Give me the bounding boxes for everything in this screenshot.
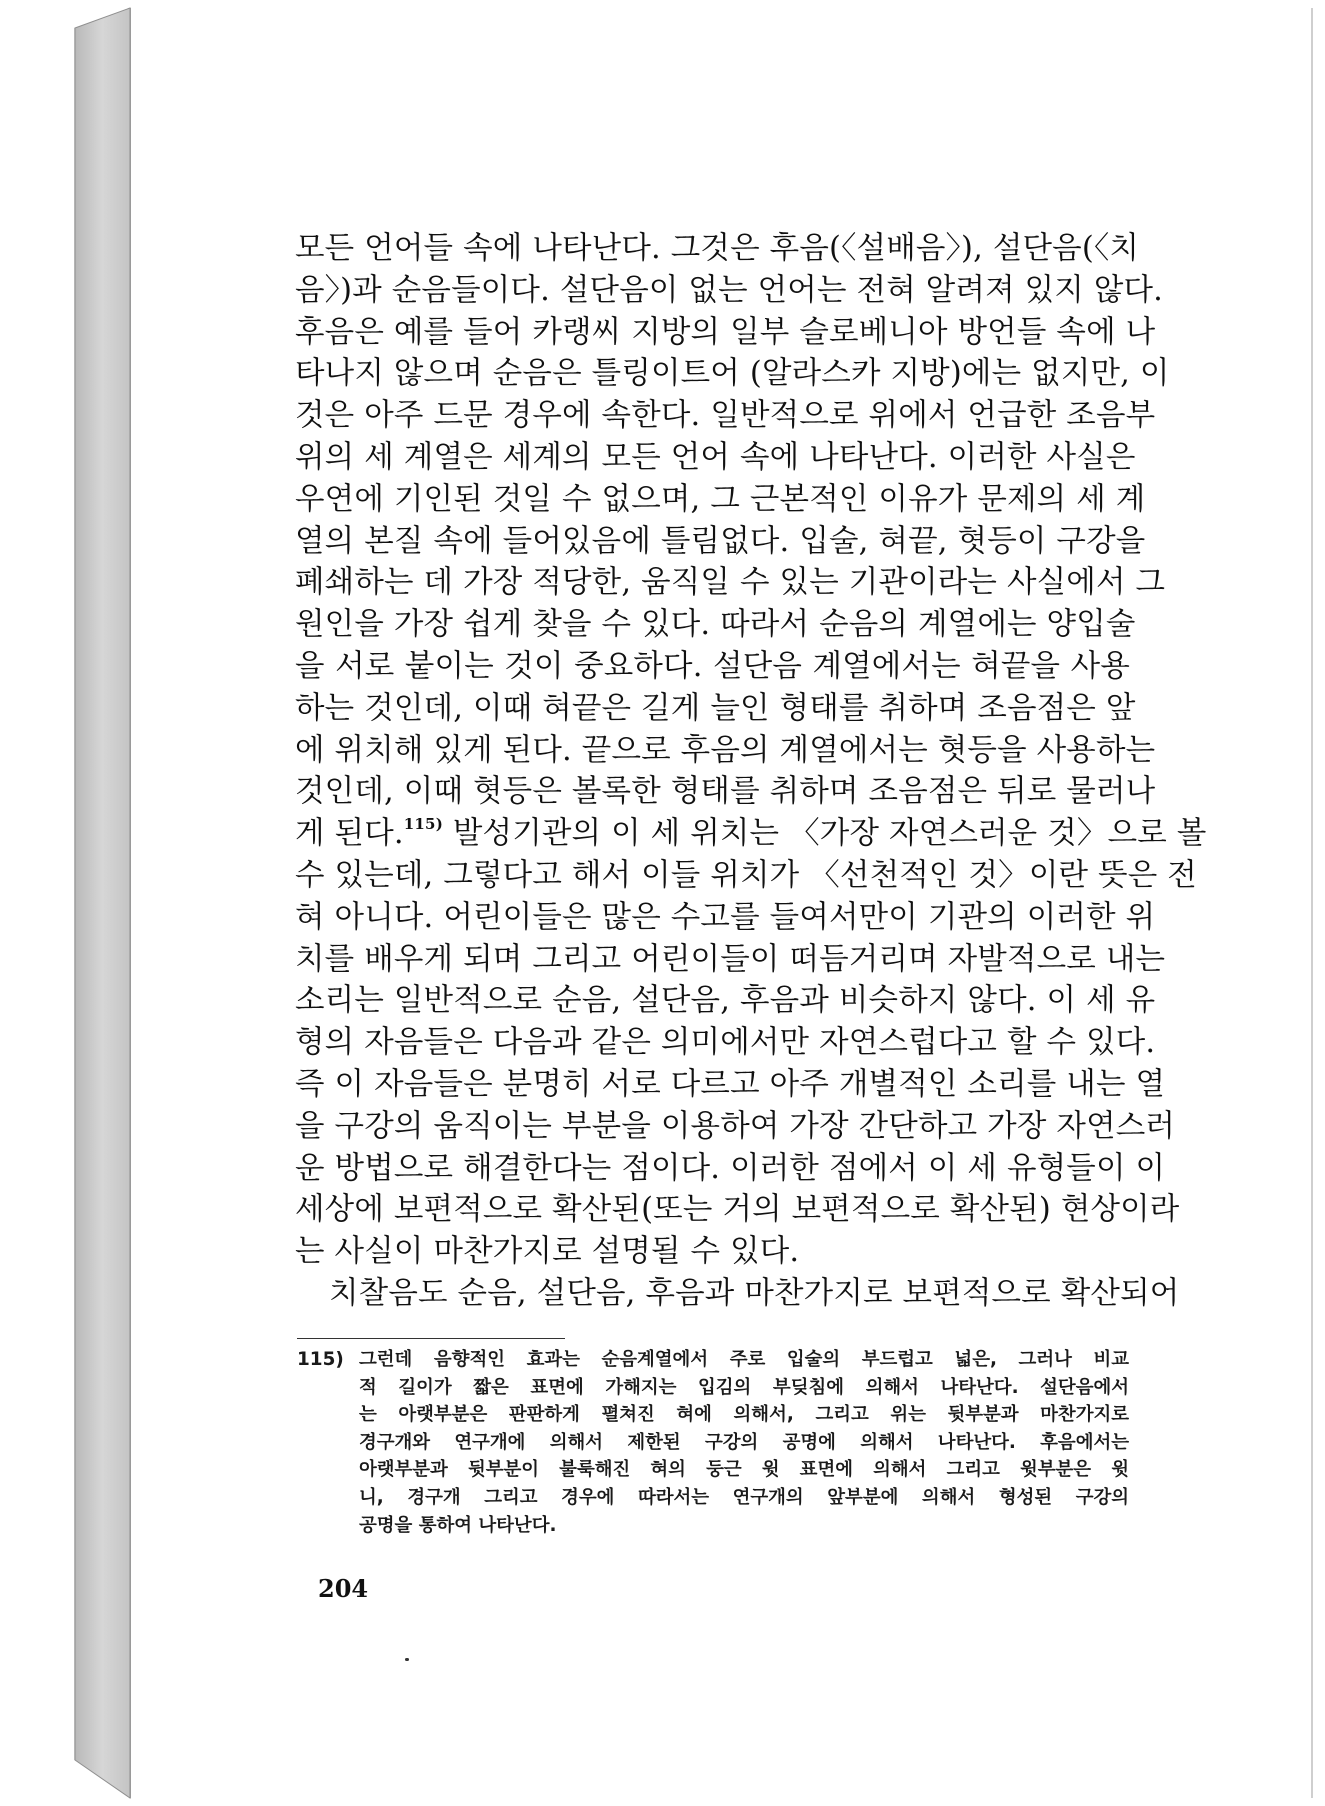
footnote <box>297 1346 1129 1539</box>
text-line: 을 서로 붙이는 것이 중요하다. 설단음 계열에서는 혀끝을 사용 <box>295 648 1130 684</box>
footnote-line: 적 길이가 짧은 표면에 가해지는 입김의 부딪침에 의해서 나타난다. 설단음에서 <box>359 1376 1129 1398</box>
paragraph-first-line: 치찰음도 순음, 설단음, 후음과 마찬가지로 보편적으로 확산되어 <box>329 1275 1180 1311</box>
footnote-line: 아랫부분과 뒷부분이 불룩해진 혀의 둥근 윗 표면에 의해서 그리고 윗부분은 윗 <box>359 1459 1129 1481</box>
text-line: 을 구강의 움직이는 부분을 이용하여 가장 간단하고 가장 자연스러 <box>295 1108 1176 1144</box>
footnote-divider <box>297 1338 565 1339</box>
text-line: 것은 아주 드문 경우에 속한다. 일반적으로 위에서 언급한 조음부 <box>295 398 1156 434</box>
text-fragment: 게 된다. <box>295 816 404 852</box>
text-line: 원인을 가장 쉽게 찾을 수 있다. 따라서 순음의 계열에는 양입술 <box>295 607 1136 643</box>
text-line: 세상에 보편적으로 확산된(또는 거의 보편적으로 확산된) 현상이라 <box>295 1192 1180 1228</box>
text-line: 열의 본질 속에 들어있음에 틀림없다. 입술, 혀끝, 혓등이 구강을 <box>295 523 1146 559</box>
text-line: 타나지 않으며 순음은 틀링이트어 (알라스카 지방)에는 없지만, 이 <box>295 356 1170 392</box>
text-line: 수 있는데, 그렇다고 해서 이들 위치가 〈선천적인 것〉이란 뜻은 전 <box>295 857 1197 893</box>
text-line: 소리는 일반적으로 순음, 설단음, 후음과 비슷하지 않다. 이 세 유 <box>295 983 1156 1019</box>
footnote-line: 는 아랫부분은 판판하게 펼쳐진 혀에 의해서, 그리고 위는 뒷부분과 마찬가지로 <box>359 1404 1129 1426</box>
text-line: 치를 배우게 되며 그리고 어린이들이 떠듬거리며 자발적으로 내는 <box>295 941 1166 977</box>
text-line: 는 사실이 마찬가지로 설명될 수 있다. <box>295 1234 800 1270</box>
text-line: 음〉)과 순음들이다. 설단음이 없는 언어는 전혀 알려져 있지 않다. <box>295 272 1164 308</box>
footnote-number: 115) <box>297 1349 344 1370</box>
text-line: 즉 이 자음들은 분명히 서로 다르고 아주 개별적인 소리를 내는 열 <box>295 1066 1166 1102</box>
text-line: 형의 자음들은 다음과 같은 의미에서만 자연스럽다고 할 수 있다. <box>295 1025 1156 1061</box>
text-line: 하는 것인데, 이때 혀끝은 길게 늘인 형태를 취하며 조음점은 앞 <box>295 690 1136 726</box>
body-text <box>295 228 1207 1315</box>
text-line: 에 위치해 있게 된다. 끝으로 후음의 계열에서는 혓등을 사용하는 <box>295 732 1156 768</box>
text-line-with-footnote-ref <box>295 813 1207 855</box>
footnote-line: 공명을 통하여 나타난다. <box>359 1514 557 1536</box>
footnote-reference: 115) <box>403 815 443 834</box>
text-line: 후음은 예를 들어 카랭씨 지방의 일부 슬로베니아 방언들 속에 나 <box>295 314 1156 350</box>
text-fragment: 발성기관의 이 세 위치는 〈가장 자연스러운 것〉으로 볼 <box>443 816 1207 852</box>
footnote-line: 니, 경구개 그리고 경우에 따라서는 연구개의 앞부분에 의해서 형성된 구강의 <box>359 1486 1129 1508</box>
footnote-line: 경구개와 연구개에 의해서 제한된 구강의 공명에 의해서 나타난다. 후음에서는 <box>359 1431 1129 1453</box>
text-line: 운 방법으로 해결한다는 점이다. 이러한 점에서 이 세 유형들이 이 <box>295 1150 1166 1186</box>
page-number: 204 <box>318 1574 369 1603</box>
text-line: 모든 언어들 속에 나타난다. 그것은 후음(〈설배음〉), 설단음(〈치 <box>295 231 1140 266</box>
print-speck <box>405 1658 409 1661</box>
text-line: 우연에 기인된 것일 수 없으며, 그 근본적인 이유가 문제의 세 계 <box>295 481 1146 517</box>
text-line: 것인데, 이때 혓등은 볼록한 형태를 취하며 조음점은 뒤로 물러나 <box>295 774 1156 810</box>
footnote-text: 그런데 음향적인 효과는 순음계열에서 주로 입술의 부드럽고 넓은, 그러나 비교 <box>359 1349 1129 1370</box>
text-line: 폐쇄하는 데 가장 적당한, 움직일 수 있는 기관이라는 사실에서 그 <box>295 565 1166 601</box>
footnote-line <box>297 1346 1129 1374</box>
text-line: 혀 아니다. 어린이들은 많은 수고를 들여서만이 기관의 이러한 위 <box>295 899 1156 935</box>
text-line: 위의 세 계열은 세계의 모든 언어 속에 나타난다. 이러한 사실은 <box>295 439 1136 475</box>
